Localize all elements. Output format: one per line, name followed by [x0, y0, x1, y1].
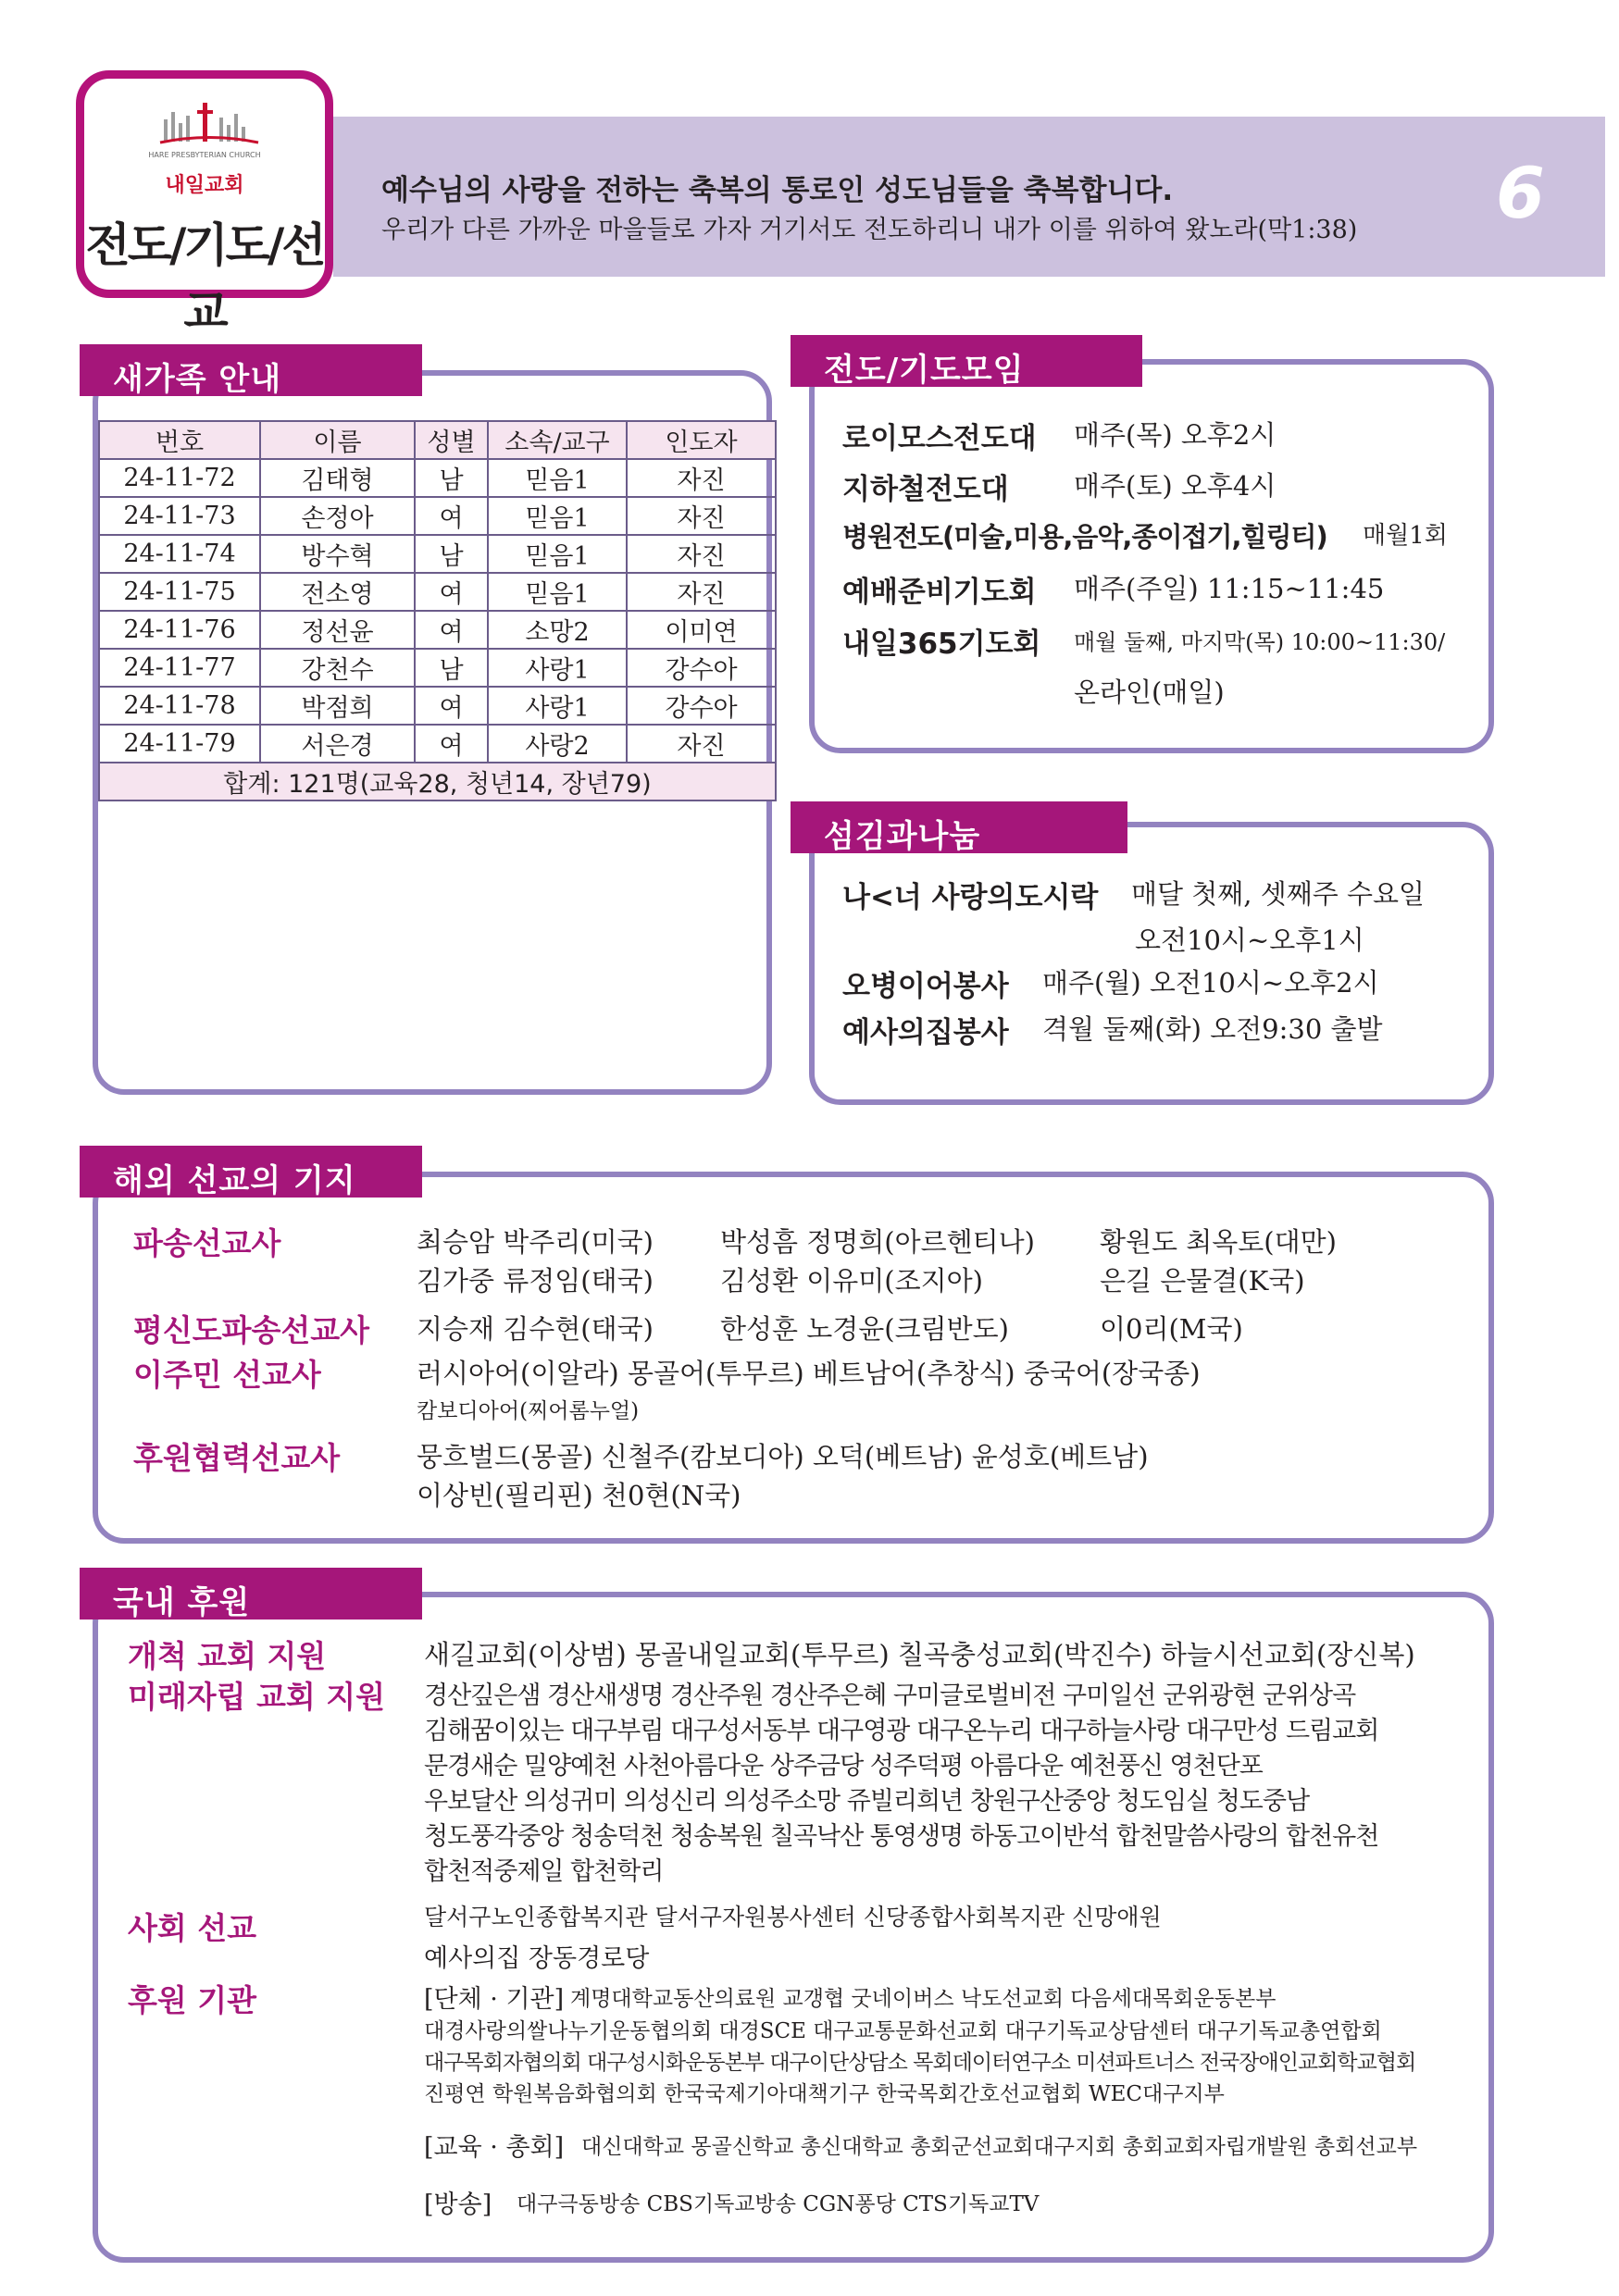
support-line: 뭉흐벌드(몽골) 신철주(캄보디아) 오덕(베트남) 윤성호(베트남) [417, 1441, 1149, 1472]
evangelism-label: 지하철전도대 [842, 473, 1009, 506]
cell: 소망2 [488, 611, 627, 649]
cell: 믿음1 [488, 535, 627, 573]
pioneer-line: 새길교회(이상범) 몽골내일교회(투무르) 칠곡충성교회(박진수) 하늘시선교회(장신복) [424, 1639, 1415, 1670]
cell: 사랑1 [488, 687, 627, 725]
dispatch-label: 파송선교사 [133, 1225, 281, 1261]
cell: 여 [415, 725, 488, 763]
org-line: 대구목회자협의회 대구성시화운동본부 대구이단상담소 목회데이터연구소 미션파트너스 전국장애인교회학교협회 [424, 2051, 1416, 2075]
cell: 자진 [627, 535, 776, 573]
future-line: 합천적중제일 합천학리 [424, 1857, 664, 1886]
sponsor-org-label: 후원 기관 [128, 1982, 257, 2018]
header-main-text: 예수님의 사랑을 전하는 축복의 통로인 성도님들을 축복합니다. [381, 174, 1174, 207]
cell: 남 [415, 459, 488, 497]
evangelism-value: 매주(토) 오후4시 [1074, 470, 1277, 502]
future-line: 경산깊은샘 경산새생명 경산주원 경산주은혜 구미글로벌비전 구미일선 군위광현 군위상곡 [424, 1682, 1356, 1710]
cell: 서은경 [260, 725, 415, 763]
table-header-row [99, 421, 776, 459]
evangelism-tab: 전도/기도모임 [791, 335, 1142, 387]
future-church-label: 미래자립 교회 지원 [128, 1679, 386, 1715]
cell: 손정아 [260, 497, 415, 535]
evangelism-value: 매주(목) 오후2시 [1074, 419, 1277, 451]
sharing-value: 매주(월) 오전10시~오후2시 [1042, 967, 1379, 999]
cell: 강천수 [260, 649, 415, 687]
broadcast-tag: [방송] [424, 2191, 492, 2219]
cell: 전소영 [260, 573, 415, 611]
social-line-2: 예사의집 장동경로당 [424, 1944, 650, 1973]
future-line: 우보달산 의성귀미 의성신리 의성주소망 쥬빌리희년 창원구산중앙 청도임실 청도중남 [424, 1787, 1310, 1816]
cell: 믿음1 [488, 573, 627, 611]
table-total-row [99, 763, 776, 800]
new-family-table [98, 420, 777, 801]
future-line: 문경새순 밀양예천 사천아름다운 상주금당 성주덕평 아름다운 예천풍신 영천단포 [424, 1752, 1263, 1781]
cell: 24-11-79 [99, 725, 260, 763]
cell: 24-11-77 [99, 649, 260, 687]
cell: 24-11-76 [99, 611, 260, 649]
evangelism-label: 병원전도(미술,미용,음악,종이접기,힐링티) [842, 521, 1327, 552]
col-guide: 인도자 [627, 421, 776, 459]
col-group: 소속/교구 [488, 421, 627, 459]
dispatch-entry: 김가중 류정임(태국) [417, 1265, 654, 1297]
dispatch-entry: 황원도 최옥토(대만) [1100, 1226, 1337, 1258]
table-row [99, 611, 776, 649]
cell: 박점희 [260, 687, 415, 725]
table-row [99, 573, 776, 611]
broadcast-line: 대구극동방송 CBS기독교방송 CGN퐁당 CTS기독교TV [517, 2192, 1040, 2216]
cell: 여 [415, 687, 488, 725]
logo-tagline: HARE PRESBYTERIAN CHURCH [148, 151, 261, 159]
evangelism-label: 로이모스전도대 [842, 422, 1037, 455]
col-name: 이름 [260, 421, 415, 459]
future-line: 청도풍각중앙 청송덕천 청송복원 칠곡낙산 통영생명 하동고이반석 합천말씀사랑의 합천유천 [424, 1822, 1379, 1851]
lay-missionary-label: 평신도파송선교사 [133, 1312, 370, 1348]
cell: 남 [415, 649, 488, 687]
lay-entry: 지승재 김수현(태국) [417, 1313, 654, 1345]
cell: 24-11-72 [99, 459, 260, 497]
cell: 여 [415, 611, 488, 649]
cell: 자진 [627, 573, 776, 611]
org-line: 진평연 학원복음화협의회 한국국제기아대책기구 한국목회간호선교협회 WEC대구지부 [424, 2082, 1225, 2106]
cell: 사랑2 [488, 725, 627, 763]
cell: 자진 [627, 459, 776, 497]
col-gender: 성별 [415, 421, 488, 459]
cell: 이미연 [627, 611, 776, 649]
sharing-value: 매달 첫째, 셋째주 수요일 [1131, 878, 1426, 910]
church-logo-icon [158, 99, 260, 145]
cell: 24-11-73 [99, 497, 260, 535]
cell: 사랑1 [488, 649, 627, 687]
sharing-label: 오병이어봉사 [842, 970, 1009, 1003]
support-line-2: 이상빈(필리핀) 천0현(N국) [417, 1480, 741, 1511]
social-line: 달서구노인종합복지관 달서구자원봉사센터 신당종합사회복지관 신망애원 [424, 1904, 1162, 1930]
domestic-tab: 국내 후원 [80, 1568, 422, 1620]
migrant-line-2: 캄보디아어(찌어롬누얼) [417, 1399, 640, 1423]
evangelism-value: 매월 둘째, 마지막(목) 10:00~11:30/ [1074, 629, 1446, 655]
org-line: 대경사랑의쌀나누기운동협의회 대경SCE 대구교통문화선교회 대구기독교상담센터 대구기독교총연합회 [424, 2019, 1382, 2043]
logo-box [76, 70, 333, 339]
pioneer-church-label: 개척 교회 지원 [128, 1638, 327, 1674]
edu-tag: [교육 · 총회] [424, 2133, 565, 2162]
overseas-tab: 해외 선교의 기지 [80, 1146, 422, 1198]
col-number: 번호 [99, 421, 260, 459]
cell: 정선윤 [260, 611, 415, 649]
lay-entry: 한성훈 노경윤(크림반도) [720, 1313, 1009, 1345]
table-row [99, 459, 776, 497]
total-cell: 합계: 121명(교육28, 청년14, 장년79) [99, 763, 776, 800]
dispatch-entry: 김성환 이유미(조지아) [720, 1265, 983, 1297]
table-row [99, 725, 776, 763]
table-row [99, 687, 776, 725]
future-line: 김해꿈이있는 대구부림 대구성서동부 대구영광 대구온누리 대구하늘사랑 대구만성 드림교회 [424, 1717, 1379, 1745]
evangelism-value: 매주(주일) 11:15~11:45 [1074, 573, 1385, 604]
dispatch-entry: 최승암 박주리(미국) [417, 1226, 654, 1258]
cell: 남 [415, 535, 488, 573]
cell: 24-11-78 [99, 687, 260, 725]
cell: 자진 [627, 725, 776, 763]
support-missionary-label: 후원협력선교사 [133, 1440, 341, 1476]
cell: 믿음1 [488, 497, 627, 535]
logo-name: 내일교회 [165, 174, 244, 197]
sharing-tab: 섬김과나눔 [791, 801, 1127, 853]
org-line: 계명대학교동산의료원 교갱협 굿네이버스 낙도선교회 다음세대목회운동본부 [570, 1987, 1277, 2011]
evangelism-label: 내일365기도회 [842, 627, 1041, 661]
cell: 24-11-74 [99, 535, 260, 573]
cell: 방수혁 [260, 535, 415, 573]
evangelism-label: 예배준비기도회 [842, 576, 1037, 609]
cell: 자진 [627, 497, 776, 535]
page-number: 6 [1496, 152, 1545, 234]
header-sub-text: 우리가 다른 가까운 마을들로 가자 거기서도 전도하리니 내가 이를 위하여 왔노라(막1:38) [381, 216, 1358, 244]
sharing-label: 나<너 사랑의도시락 [842, 881, 1099, 914]
cell: 김태형 [260, 459, 415, 497]
sharing-value: 격월 둘째(화) 오전9:30 출발 [1042, 1013, 1383, 1045]
dispatch-entry: 은길 은물결(K국) [1100, 1265, 1305, 1297]
cell: 24-11-75 [99, 573, 260, 611]
cell: 여 [415, 573, 488, 611]
migrant-missionary-label: 이주민 선교사 [133, 1357, 321, 1393]
evangelism-value-2: 온라인(매일) [1074, 676, 1225, 708]
lay-entry: 이0리(M국) [1100, 1313, 1243, 1345]
new-family-tab: 새가족 안내 [80, 344, 422, 396]
edu-line: 대신대학교 몽골신학교 총신대학교 총회군선교회대구지회 총회교회자립개발원 총회선교부 [581, 2135, 1418, 2159]
cell: 여 [415, 497, 488, 535]
table-row [99, 535, 776, 573]
section-title: 전도/기도/선교 [85, 218, 324, 339]
table-row [99, 497, 776, 535]
cell: 믿음1 [488, 459, 627, 497]
migrant-line: 러시아어(이알라) 몽골어(투무르) 베트남어(추창식) 중국어(장국종) [417, 1358, 1201, 1389]
social-mission-label: 사회 선교 [128, 1910, 257, 1946]
cell: 강수아 [627, 649, 776, 687]
sharing-label: 예사의집봉사 [842, 1016, 1009, 1049]
sharing-value-2: 오전10시~오후1시 [1135, 925, 1364, 956]
dispatch-entry: 박성흠 정명희(아르헨티나) [720, 1226, 1036, 1258]
evangelism-value: 매월1회 [1363, 522, 1448, 550]
cell: 강수아 [627, 687, 776, 725]
org-tag: [단체 · 기관] [424, 1985, 565, 2014]
table-row [99, 649, 776, 687]
